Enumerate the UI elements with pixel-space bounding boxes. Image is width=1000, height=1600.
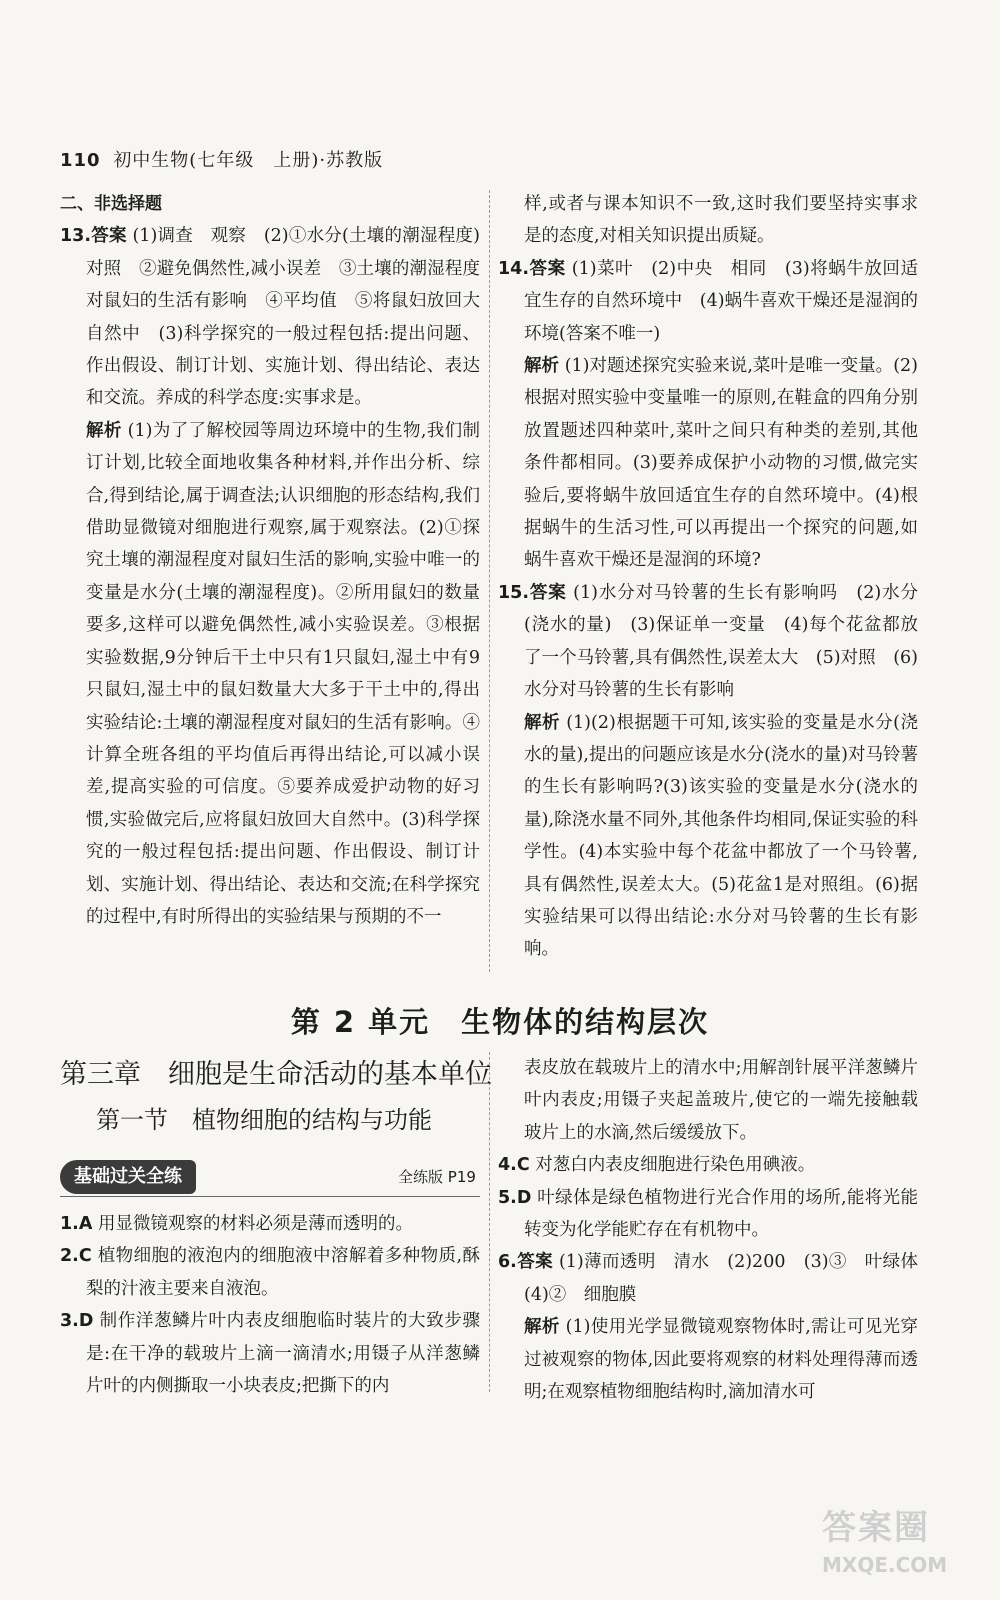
watermark-url: MXQE.COM — [822, 1553, 948, 1577]
answer-15 — [498, 577, 918, 707]
answer-label: 14.答案 — [498, 258, 566, 279]
section-heading: 二、非选择题 — [60, 194, 162, 214]
practice-badge: 基础过关全练 — [60, 1160, 196, 1194]
answer-14 — [498, 253, 918, 350]
column-divider — [489, 190, 490, 972]
analysis-14 — [498, 350, 918, 577]
badge-underline — [60, 1196, 480, 1197]
analysis-text: (1)(2)根据题干可知,该实验的变量是水分(浇水的量),提出的问题应该是水分(浇水的量)对马铃薯的生长有影响吗?(3)该实验的变量是水分(浇水的量),除浇水量不同外,其他条件均相同,保证实验的科学性。(4)本实验中每个花盆中都放了一个马铃薯,具有偶然性,误差太大。(5)花盆1是对照组。(6)据实验结果可以得出结论:水分对马铃薯的生长有影响。 — [524, 712, 918, 960]
answer-13 — [60, 220, 498, 414]
answer-text: (1)菜叶 (2)中央 相同 (3)将蜗牛放回适宜生存的自然环境中 (4)蜗牛喜欢干燥还是湿润的环境(答案不唯一) — [524, 258, 918, 344]
answer-text: 用显微镜观察的材料必须是薄而透明的。 — [97, 1214, 413, 1234]
answer-label: 15.答案 — [498, 582, 567, 603]
watermark-text: 答案圈 — [822, 1508, 930, 1548]
page-header — [60, 146, 383, 172]
right-column-lower — [498, 1052, 936, 1408]
column-divider-lower — [489, 1052, 490, 1392]
page-number: 110 — [60, 150, 101, 171]
answer-text: 制作洋葱鳞片叶内表皮细胞临时装片的大致步骤是:在干净的载玻片上滴一滴清水;用镊子从洋葱鳞片叶的内侧撕取一小块表皮;把撕下的内 — [86, 1311, 480, 1397]
left-column — [60, 188, 498, 933]
answer-4 — [498, 1149, 918, 1181]
answer-6 — [498, 1246, 936, 1311]
answer-label: 3.D — [60, 1311, 94, 1332]
analysis-13 — [60, 415, 480, 934]
answer-label: 5.D — [498, 1187, 532, 1208]
section-title: 第一节 植物细胞的结构与功能 — [96, 1106, 432, 1134]
answer-text: 植物细胞的液泡内的细胞液中溶解着多种物质,酥梨的汁液主要来自液泡。 — [86, 1246, 480, 1299]
answer-text: 叶绿体是绿色植物进行光合作用的场所,能将光能转变为化学能贮存在有机物中。 — [524, 1187, 918, 1241]
analysis-label: 解析 — [524, 712, 561, 733]
continuation-text: 表皮放在载玻片上的清水中;用解剖针展平洋葱鳞片叶内表皮;用镊子夹起盖玻片,使它的一端先接触载玻片上的水滴,然后缓缓放下。 — [524, 1058, 918, 1143]
analysis-label: 解析 — [524, 1317, 560, 1338]
left-column-lower — [60, 1208, 480, 1402]
continuation-text: 样,或者与课本知识不一致,这时我们要坚持实事求是的态度,对相关知识提出质疑。 — [524, 194, 918, 247]
analysis-text: (1)使用光学显微镜观察物体时,需让可见光穿过被观察的物体,因此要将观察的材料处理得薄而透明;在观察植物细胞结构时,滴加清水可 — [524, 1317, 918, 1403]
answer-2 — [60, 1240, 480, 1305]
unit-title: 第 2 单元 生物体的结构层次 — [290, 1005, 710, 1039]
answer-3 — [60, 1305, 480, 1402]
book-title: 初中生物(七年级 上册)·苏教版 — [113, 150, 384, 171]
answer-text: 对葱白内表皮细胞进行染色用碘液。 — [535, 1155, 816, 1176]
answer-label: 2.C — [60, 1246, 92, 1267]
analysis-15 — [498, 707, 918, 966]
answer-1 — [60, 1208, 480, 1240]
answer-text: (1)薄而透明 清水 (2)200 (3)③ 叶绿体 (4)② 细胞膜 — [524, 1252, 936, 1305]
answer-text: (1)调查 观察 (2)①水分(土壤的潮湿程度) 对照 ②避免偶然性,减小误差 ③土壤的潮湿程度对鼠妇的生活有影响 ④平均值 ⑤将鼠妇放回大自然中 (3)科学探究的一般过程包括:提出问题、作出假设、制订计划、实施计划、得出结论、表达和交流。养成的科学态度:实事求是。 — [86, 226, 498, 409]
right-column — [498, 188, 918, 966]
watermark-logo — [822, 1500, 972, 1584]
analysis-6 — [498, 1311, 918, 1408]
analysis-text: (1)对题述探究实验来说,菜叶是唯一变量。(2)根据对照实验中变量唯一的原则,在鞋盒的四角分别放置题述四种菜叶,菜叶之间只有种类的差别,其他条件都相同。(3)要养成保护小动物的习惯,做完实验后,要将蜗牛放回适宜生存的自然环境中。(4)根据蜗牛的生活习性,可以再提出一个探究的问题,如蜗牛喜欢干燥还是湿润的环境? — [524, 356, 919, 571]
answer-label: 6.答案 — [498, 1252, 553, 1273]
answer-label: 1.A — [60, 1214, 93, 1234]
practice-reference: 全练版 P19 — [398, 1168, 476, 1186]
chapter-title: 第三章 细胞是生命活动的基本单位 — [60, 1059, 492, 1090]
analysis-label: 解析 — [524, 356, 560, 377]
analysis-label: 解析 — [86, 420, 122, 441]
answer-5 — [498, 1182, 918, 1247]
analysis-text: (1)为了了解校园等周边环境中的生物,我们制订计划,比较全面地收集各种材料,并作出分析、综合,得到结论,属于调查法;认识细胞的形态结构,我们借助显微镜对细胞进行观察,属于观察法。(2)①探究土壤的潮湿程度对鼠妇生活的影响,实验中唯一的变量是水分(土壤的潮湿程度)。②所用鼠妇的数量要多,这样可以避免偶然性,减小实验误差。③根据实验数据,9分钟后干土中只有1只鼠妇,湿土中有9只鼠妇,湿土中的鼠妇数量大大多于干土中的,得出实验结论:土壤的潮湿程度对鼠妇的生活有影响。④计算全班各组的平均值后再得出结论,可以减小误差,提高实验的可信度。⑤要养成爱护动物的好习惯,实验做完后,应将鼠妇放回大自然中。(3)科学探究的一般过程包括:提出问题、作出假设、制订计划、实施计划、得出结论、表达和交流;在科学探究的过程中,有时所得出的实验结果与预期的不一 — [86, 420, 480, 927]
answer-text: (1)水分对马铃薯的生长有影响吗 (2)水分(浇水的量) (3)保证单一变量 (4)每个花盆都放了一个马铃薯,具有偶然性,误差太大 (5)对照 (6)水分对马铃薯的生长有影响 — [524, 582, 918, 701]
answer-label: 13.答案 — [60, 226, 127, 247]
answer-label: 4.C — [498, 1155, 530, 1176]
